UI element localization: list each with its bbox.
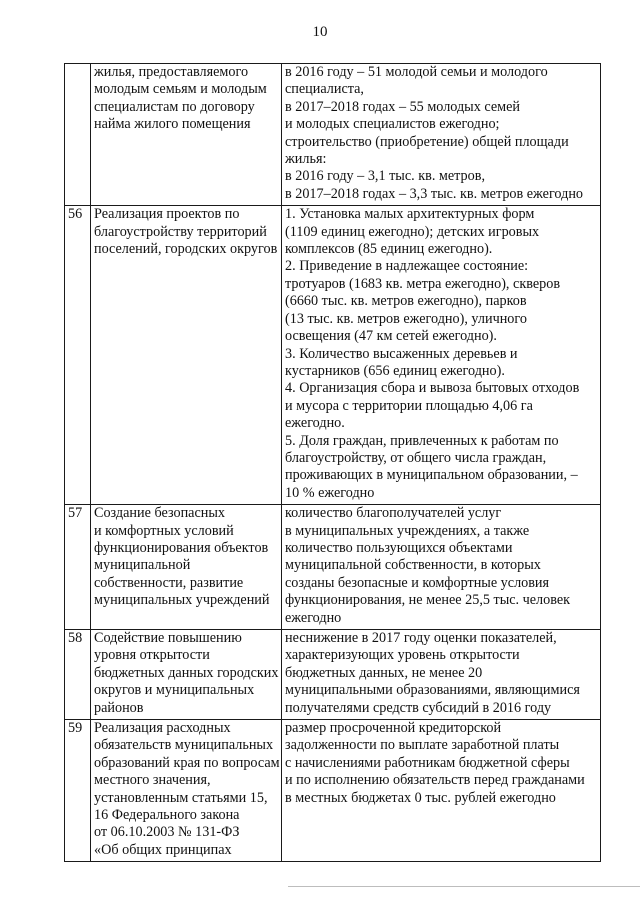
event-name-line: и комфортных условий (94, 522, 234, 539)
event-name-line: установленным статьями 15, (94, 789, 268, 806)
indicator-line: бюджетных данных, не менее 20 (285, 664, 483, 681)
indicator-line: муниципальной собственности, в которых (285, 557, 541, 574)
event-name-line: собственности, развитие (94, 574, 244, 591)
event-name-line: уровня открытости (94, 647, 210, 664)
indicator-line: (6660 тыс. кв. метров ежегодно), парков (285, 293, 527, 310)
indicators-table (64, 63, 601, 862)
indicator-line: ежегодно (285, 609, 342, 626)
indicator-line: в 2016 году – 51 молодой семьи и молодого (285, 64, 548, 80)
event-name-cell (91, 206, 282, 505)
indicator-cell (282, 206, 601, 505)
indicator-cell (282, 630, 601, 720)
event-name-line: Реализация проектов по (94, 206, 240, 223)
row-number: 59 (65, 720, 91, 862)
indicator-line: в 2017–2018 годах – 55 молодых семей (285, 98, 520, 115)
event-name-line: функционирования объектов (94, 539, 269, 556)
indicator-line: строительство (приобретение) общей площади (285, 133, 569, 150)
indicator-cell (282, 720, 601, 862)
event-name-line: районов (94, 699, 144, 716)
event-name-line: жилья, предоставляемого (94, 64, 249, 80)
indicator-line: проживающих в муниципальном образовании, – (285, 467, 578, 484)
indicator-line: 10 % ежегодно (285, 484, 375, 501)
indicator-line: жилья: (285, 151, 327, 168)
indicator-line: ежегодно. (285, 415, 345, 432)
indicator-line: (13 тыс. кв. метров ежегодно), уличного (285, 310, 527, 327)
indicator-line: в 2017–2018 годах – 3,3 тыс. кв. метров ежегодно (285, 185, 584, 202)
indicator-line: комплексов (85 единиц ежегодно). (285, 241, 493, 258)
event-name-line: Создание безопасных (94, 505, 225, 522)
event-name-cell (91, 630, 282, 720)
event-name-line: специалистам по договору (94, 98, 255, 115)
indicator-line: (1109 единиц ежегодно); детских игровых (285, 223, 540, 240)
row-number: 57 (65, 505, 91, 630)
indicator-line: количество пользующихся объектами (285, 539, 513, 556)
indicator-line: специалиста, (285, 81, 364, 98)
table-row (65, 505, 601, 630)
event-name-line: «Об общих принципах (94, 841, 232, 858)
indicator-line: и молодых специалистов ежегодно; (285, 116, 500, 133)
event-name-cell (91, 505, 282, 630)
indicator-line: получателями средств субсидий в 2016 году (285, 699, 552, 716)
page-number: 10 (312, 24, 328, 40)
row-number: 56 (65, 206, 91, 505)
event-name-line: бюджетных данных городских (94, 664, 279, 681)
indicator-line: и по исполнению обязательств перед гражданами (285, 772, 585, 789)
indicator-line: с начислениями работникам бюджетной сферы (285, 754, 570, 771)
event-name-line: найма жилого помещения (94, 116, 251, 133)
event-name-line: от 06.10.2003 № 131-ФЗ (94, 824, 240, 841)
event-name-line: Реализация расходных (94, 720, 231, 737)
indicator-line: 4. Организация сбора и вывоза бытовых отходов (285, 380, 580, 397)
event-name-line: благоустройству территорий (94, 223, 267, 240)
indicator-line: в местных бюджетах 0 тыс. рублей ежегодно (285, 789, 556, 806)
indicator-line: созданы безопасные и комфортные условия (285, 574, 550, 591)
row-number: 58 (65, 630, 91, 720)
table-row (65, 630, 601, 720)
indicator-line: задолженности по выплате заработной платы (285, 737, 560, 754)
indicator-cell (282, 505, 601, 630)
table-row (65, 720, 601, 862)
event-name-cell (91, 64, 282, 206)
event-name-line: муниципальной (94, 557, 191, 574)
indicator-line: функционирования, не менее 25,5 тыс. человек (285, 592, 571, 609)
indicator-line: количество благополучателей услуг (285, 505, 502, 522)
indicators-table-body (65, 64, 601, 862)
event-name-line: 16 Федерального закона (94, 807, 240, 824)
indicator-line: 2. Приведение в надлежащее состояние: (285, 258, 529, 275)
indicator-line: в 2016 году – 3,1 тыс. кв. метров, (285, 168, 485, 185)
indicator-line: неснижение в 2017 году оценки показателей, (285, 630, 557, 646)
indicator-line: и мусора с территории площадью 4,06 га (285, 397, 533, 414)
event-name-line: Содействие повышению (94, 630, 242, 646)
event-name-line: округов и муниципальных (94, 682, 255, 699)
event-name-line: поселений, городских округов (94, 241, 278, 258)
indicator-cell (282, 64, 601, 206)
event-name-line: обязательств муниципальных (94, 737, 274, 754)
event-name-line: образований края по вопросам (94, 754, 280, 771)
indicator-line: 3. Количество высаженных деревьев и (285, 345, 518, 362)
indicator-line: освещения (47 км сетей ежегодно). (285, 328, 497, 345)
indicator-line: благоустройству, от общего числа граждан, (285, 449, 547, 466)
indicator-line: тротуаров (1683 кв. метра ежегодно), скверов (285, 275, 561, 292)
indicator-line: кустарников (656 единиц ежегодно). (285, 362, 505, 379)
event-name-line: муниципальных учреждений (94, 592, 270, 609)
bottom-rule (288, 886, 640, 887)
event-name-line: местного значения, (94, 772, 211, 789)
row-number (65, 64, 91, 206)
indicator-line: размер просроченной кредиторской (285, 720, 502, 737)
event-name-line: молодым семьям и молодым (94, 81, 267, 98)
indicator-line: 1. Установка малых архитектурных форм (285, 206, 535, 223)
indicator-line: характеризующих уровень открытости (285, 647, 520, 664)
event-name-cell (91, 720, 282, 862)
indicator-line: в муниципальных учреждениях, а также (285, 522, 530, 539)
indicator-line: муниципальными образованиями, являющимися (285, 682, 580, 699)
indicator-line: 5. Доля граждан, привлеченных к работам по (285, 432, 559, 449)
table-row (65, 64, 601, 206)
table-row (65, 206, 601, 505)
